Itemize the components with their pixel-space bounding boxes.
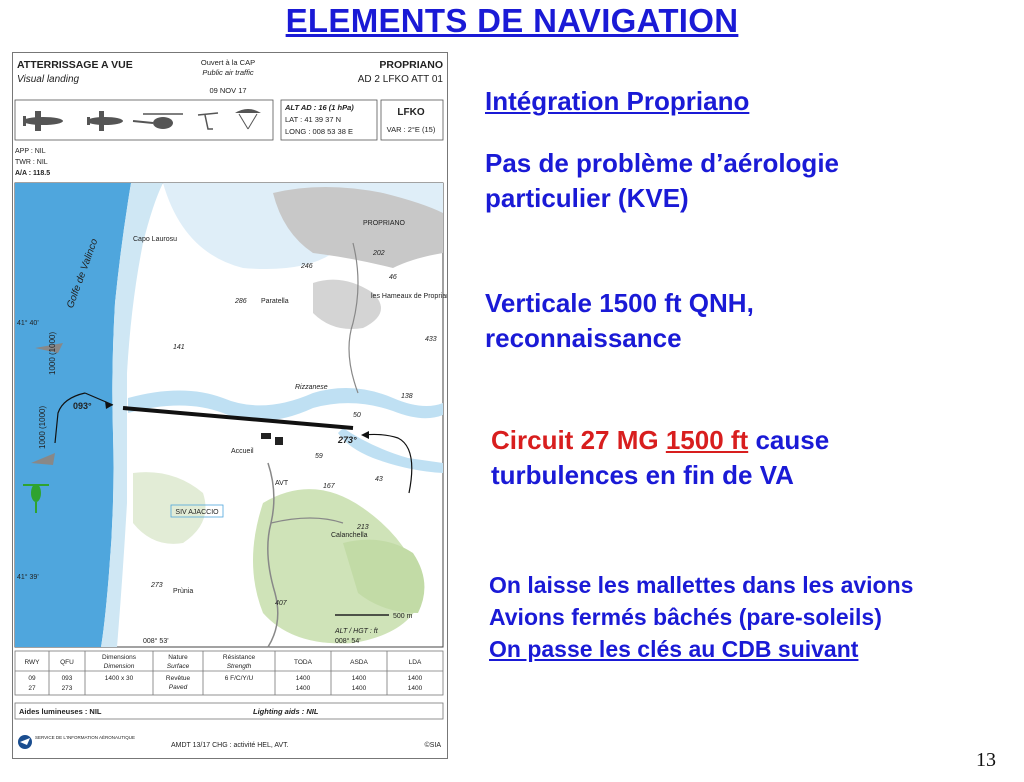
label-hameaux: les Hameaux de Propriano — [371, 293, 447, 300]
elev-46: 46 — [389, 274, 397, 281]
bullet-verticale-line2: reconnaissance — [485, 323, 682, 354]
elev-138: 138 — [401, 393, 413, 400]
circuit-text-red: Circuit 27 MG — [491, 425, 666, 455]
runway-table-cell: 6 F/C/Y/U — [224, 675, 254, 682]
elev-202: 202 — [373, 250, 385, 257]
label-rwy-273: 273° — [338, 435, 357, 445]
bullet-consignes — [489, 569, 913, 666]
runway-table-cell: 1400 — [295, 685, 311, 692]
runway-table-header: Surface — [166, 663, 190, 670]
runway-table-cell: 27 — [28, 685, 36, 692]
runway-table-header: Dimensions — [102, 654, 136, 661]
runway-table-cell: 093 — [61, 675, 73, 682]
runway-table-cell: 1400 — [351, 675, 367, 682]
runway-table-cell: 1400 x 30 — [104, 675, 134, 682]
runway-table-header: TODA — [294, 659, 312, 666]
bullet-baches: Avions fermés bâchés (pare-soleils) — [489, 604, 882, 631]
label-lon-2: 008° 54' — [335, 638, 361, 645]
chart-header-mid-1: Ouvert à la CAP — [200, 58, 256, 67]
freq-twr: TWR : NIL — [15, 159, 48, 166]
elev-407: 407 — [275, 600, 287, 607]
elev-43: 43 — [375, 476, 383, 483]
chart-header-right-2: AD 2 LFKO ATT 01 — [357, 74, 443, 85]
label-prunia: Prùnia — [173, 588, 194, 595]
chart-header-left-1: ATTERRISSAGE A VUE — [17, 59, 133, 71]
label-alt-hgt: ALT / HGT : ft — [335, 628, 378, 635]
label-cape: Capo Laurosu — [133, 236, 177, 243]
elev-273: 273 — [151, 582, 163, 589]
airplane-icon — [23, 111, 63, 131]
bullet-circuit-line2: turbulences en fin de VA — [491, 460, 794, 491]
freq-aa: A/A : 118.5 — [15, 170, 51, 177]
terminal-building — [261, 433, 271, 439]
elev-59: 59 — [315, 453, 323, 460]
label-paratella: Paratella — [261, 298, 289, 305]
label-golfe: Golfe de Valinco — [65, 237, 101, 310]
helicopter-icon — [133, 114, 183, 129]
runway-table-header: Résistance — [222, 654, 256, 661]
bullet-aerologie — [485, 146, 839, 216]
elev-246: 246 — [301, 263, 313, 270]
elev-286: 286 — [235, 298, 247, 305]
elev-141: 141 — [173, 344, 185, 351]
chart-header-mid-3: 09 NOV 17 — [209, 86, 247, 95]
label-calanchella: Calanchella — [331, 532, 368, 539]
chart-header-right-1: PROPRIANO — [379, 59, 443, 71]
freq-app: APP : NIL — [15, 148, 46, 155]
runway-table-cell: Revêtue — [165, 675, 191, 682]
label-alt-1000-1: 1000 (1000) — [48, 331, 57, 375]
runway-table-cell: 09 — [28, 675, 36, 682]
bullet-integration: Intégration Propriano — [485, 86, 750, 116]
label-avt: AVT — [275, 480, 289, 487]
bullet-aerologie-line2: particulier (KVE) — [485, 183, 689, 214]
map-area — [15, 183, 447, 647]
bullet-aerologie-line1: Pas de problème d’aérologie — [485, 148, 839, 178]
runway-table — [15, 651, 443, 695]
runway-table-header: ASDA — [350, 659, 368, 666]
runway-table-cell: 1400 — [295, 675, 311, 682]
elev-433: 433 — [425, 336, 437, 343]
bullet-verticale-line1: Verticale 1500 ft QNH, — [485, 288, 754, 318]
page-title: ELEMENTS DE NAVIGATION — [285, 2, 739, 39]
runway-table-cell: 1400 — [407, 685, 423, 692]
elev-213: 213 — [357, 524, 369, 531]
bullet-verticale — [485, 286, 754, 356]
runway-table-header: LDA — [408, 659, 422, 666]
lighting-right: Lighting aids : NIL — [253, 707, 319, 716]
mag-variation: VAR : 2°E (15) — [386, 125, 436, 134]
runway-table-cell: 1400 — [407, 675, 423, 682]
label-siv: SIV AJACCIO — [175, 509, 219, 516]
footer-sia: ©SIA — [424, 742, 441, 749]
page-number: 13 — [976, 749, 996, 771]
label-rwy-093: 093° — [73, 401, 92, 411]
paraglider-icon — [235, 109, 261, 129]
elev-167: 167 — [323, 483, 335, 490]
bullet-circuit-line1 — [491, 423, 829, 458]
circuit-altitude: 1500 ft — [665, 425, 749, 455]
bullet-cles: On passe les clés au CDB suivant — [489, 636, 859, 663]
label-rizzanese: Rizzanese — [295, 384, 328, 391]
bullet-circuit — [491, 423, 829, 493]
footer-org: SERVICE DE L'INFORMATION AÉRONAUTIQUE — [35, 735, 135, 740]
twin-airplane-icon — [87, 111, 123, 131]
circuit-text-blue: cause — [748, 425, 830, 455]
icao-box — [381, 100, 443, 140]
bullet-mallettes: On laisse les mallettes dans les avions — [489, 572, 914, 598]
runway-table-cell: 273 — [61, 685, 73, 692]
chart-header-left-2: Visual landing — [17, 74, 80, 85]
runway-table-header: RWY — [24, 659, 40, 666]
footer-amdt: AMDT 13/17 CHG : activité HEL, AVT. — [171, 742, 289, 749]
vac-chart — [12, 52, 448, 759]
label-alt-1000-2: 1000 (1000) — [38, 405, 47, 449]
runway-table-header: Dimension — [103, 663, 135, 670]
ulm-icon — [198, 113, 218, 129]
label-accueil: Accueil — [231, 448, 254, 455]
elev-50: 50 — [353, 412, 361, 419]
hangar — [275, 437, 283, 445]
runway-table-header: Nature — [168, 654, 188, 661]
runway-table-header: Strength — [226, 663, 252, 670]
alt-ad: ALT AD : 16 (1 hPa) — [285, 103, 354, 112]
ad-lat: LAT : 41 39 37 N — [285, 115, 342, 124]
icao-code: LFKO — [397, 107, 425, 118]
label-lat-41-40: 41° 40' — [17, 320, 39, 327]
label-scale: 500 m — [393, 613, 413, 620]
ad-long: LONG : 008 53 38 E — [285, 127, 353, 136]
label-propriano: PROPRIANO — [363, 220, 406, 227]
runway-table-cell: 1400 — [351, 685, 367, 692]
runway-table-cell: Paved — [168, 684, 188, 691]
runway-table-header: QFU — [60, 659, 74, 666]
label-lon-1: 008° 53' — [143, 638, 169, 645]
lighting-left: Aides lumineuses : NIL — [19, 707, 102, 716]
sia-logo — [18, 735, 32, 749]
vac-chart-svg — [13, 53, 447, 758]
label-lat-41-39: 41° 39' — [17, 574, 39, 581]
chart-header-mid-2: Public air traffic — [202, 68, 254, 77]
